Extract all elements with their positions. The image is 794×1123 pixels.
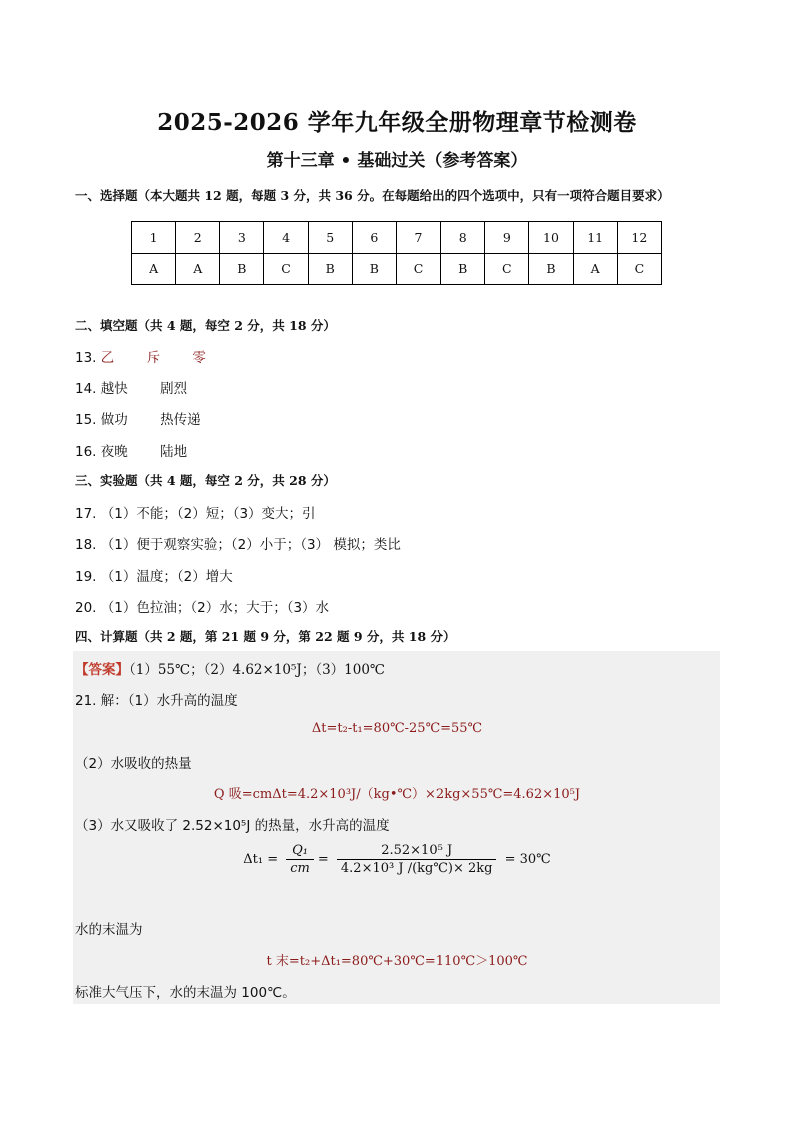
answer-cell: C xyxy=(617,253,661,285)
answer-cell: B xyxy=(441,253,485,285)
question-number-cell: 1 xyxy=(132,222,176,254)
fraction-numeric: $\frac{\text{2.52×10⁵ J}}{\text{4.2×10³ J /(kg℃)× 2kg}}$ xyxy=(337,843,497,876)
fill-answer: 剧烈 xyxy=(160,381,188,397)
page-title: 2025-2026 学年九年级全册物理章节检测卷 xyxy=(157,109,637,136)
fraction-symbolic: $\frac{\text{Q₁}}{cm}$ xyxy=(286,843,314,876)
answer-text: （1）55℃；（2）4.62×10⁵J；（3）100℃ xyxy=(129,662,386,678)
section-heading-calculation: 四、计算题（共 2 题，第 21 题 9 分，第 22 题 9 分，共 18 分） xyxy=(75,629,456,644)
fill-item-14 xyxy=(75,377,187,397)
equation-final-temperature: t 末=t₂+Δt₁=80℃+30℃=110℃＞100℃ xyxy=(266,954,528,969)
equation-temperature-rise: Δt=t₂-t₁=80℃-25℃=55℃ xyxy=(311,721,483,736)
equation-heat-absorbed: Q 吸=cmΔt=4.2×10³J/（kg•℃）×2kg×55℃=4.62×10⁵J xyxy=(213,787,581,802)
fill-item-13 xyxy=(75,346,206,366)
item-number: 14. xyxy=(75,381,97,397)
question-number-cell: 4 xyxy=(264,222,308,254)
experiment-item-17: 17. （1）不能；（2）短；（3）变大；引 xyxy=(75,506,316,522)
fraction-rhs: = 30℃ xyxy=(504,852,551,867)
fill-answer: 斥 xyxy=(146,350,161,366)
experiment-item-20: 20. （1）色拉油；（2）水；大于；（3）水 xyxy=(75,600,330,616)
fill-answer: 夜晚 xyxy=(100,444,128,460)
answer-cell: A xyxy=(176,253,220,285)
answer-table-number-row xyxy=(132,222,662,254)
fill-item-15 xyxy=(75,408,201,428)
answer-cell: B xyxy=(529,253,573,285)
fill-answer: 热传递 xyxy=(160,412,201,428)
section-heading-fill: 二、填空题（共 4 题，每空 2 分，共 18 分） xyxy=(75,318,336,333)
fill-answer: 越快 xyxy=(100,381,128,397)
answer-tag: 【答案】 xyxy=(75,662,129,678)
question-number-cell: 11 xyxy=(573,222,617,254)
solution-step-3: （3）水又吸收了 2.52×10⁵J 的热量，水升高的温度 xyxy=(75,818,390,834)
equation-fraction: Δt₁ = $\frac{\text{Q₁}}{cm}$ = $\frac{\text{2.52×10⁵ J}}{\text{4.2×10³ J /(kg℃)× 2kg}}$ = 30℃ xyxy=(243,843,551,876)
question-number-cell: 10 xyxy=(529,222,573,254)
question-number-cell: 12 xyxy=(617,222,661,254)
fraction-lhs: Δt₁ = xyxy=(243,852,279,867)
fill-answer: 做功 xyxy=(100,412,128,428)
fill-answer: 乙 xyxy=(100,350,115,366)
answer-table xyxy=(131,221,662,285)
fill-answer: 零 xyxy=(192,350,206,366)
answer-cell: C xyxy=(485,253,529,285)
item-number: 13. xyxy=(75,350,97,366)
answer-cell: B xyxy=(308,253,352,285)
question-number-cell: 3 xyxy=(220,222,264,254)
section-heading-choice: 一、选择题（本大题共 12 题，每题 3 分，共 36 分。在每题给出的四个选项中，只有一项符合题目要求） xyxy=(75,188,670,203)
experiment-item-18: 18. （1）便于观察实验；（2）小于；（3） 模拟；类比 xyxy=(75,537,401,553)
solution-step-1: 21. 解：（1）水升高的温度 xyxy=(75,693,238,709)
item-number: 15. xyxy=(75,412,97,428)
fill-item-16 xyxy=(75,440,187,460)
answer-cell: C xyxy=(264,253,308,285)
question-number-cell: 8 xyxy=(441,222,485,254)
question-number-cell: 6 xyxy=(352,222,396,254)
answer-cell: B xyxy=(220,253,264,285)
answer-summary xyxy=(75,658,385,678)
section-heading-experiment: 三、实验题（共 4 题，每空 2 分，共 28 分） xyxy=(75,473,336,488)
question-number-cell: 2 xyxy=(176,222,220,254)
solution-conclusion: 标准大气压下，水的末温为 100℃。 xyxy=(75,985,296,1001)
solution-step-4: 水的末温为 xyxy=(75,922,143,938)
answer-cell: A xyxy=(573,253,617,285)
fill-answer: 陆地 xyxy=(160,444,188,460)
question-number-cell: 7 xyxy=(396,222,440,254)
question-number-cell: 9 xyxy=(485,222,529,254)
item-number: 16. xyxy=(75,444,97,460)
answer-cell: A xyxy=(132,253,176,285)
answer-cell: C xyxy=(396,253,440,285)
question-number-cell: 5 xyxy=(308,222,352,254)
page-subtitle: 第十三章 • 基础过关（参考答案） xyxy=(266,151,528,171)
experiment-item-19: 19. （1）温度；（2）增大 xyxy=(75,569,233,585)
answer-table-answer-row xyxy=(132,253,662,285)
answer-cell: B xyxy=(352,253,396,285)
solution-step-2: （2）水吸收的热量 xyxy=(75,756,192,772)
